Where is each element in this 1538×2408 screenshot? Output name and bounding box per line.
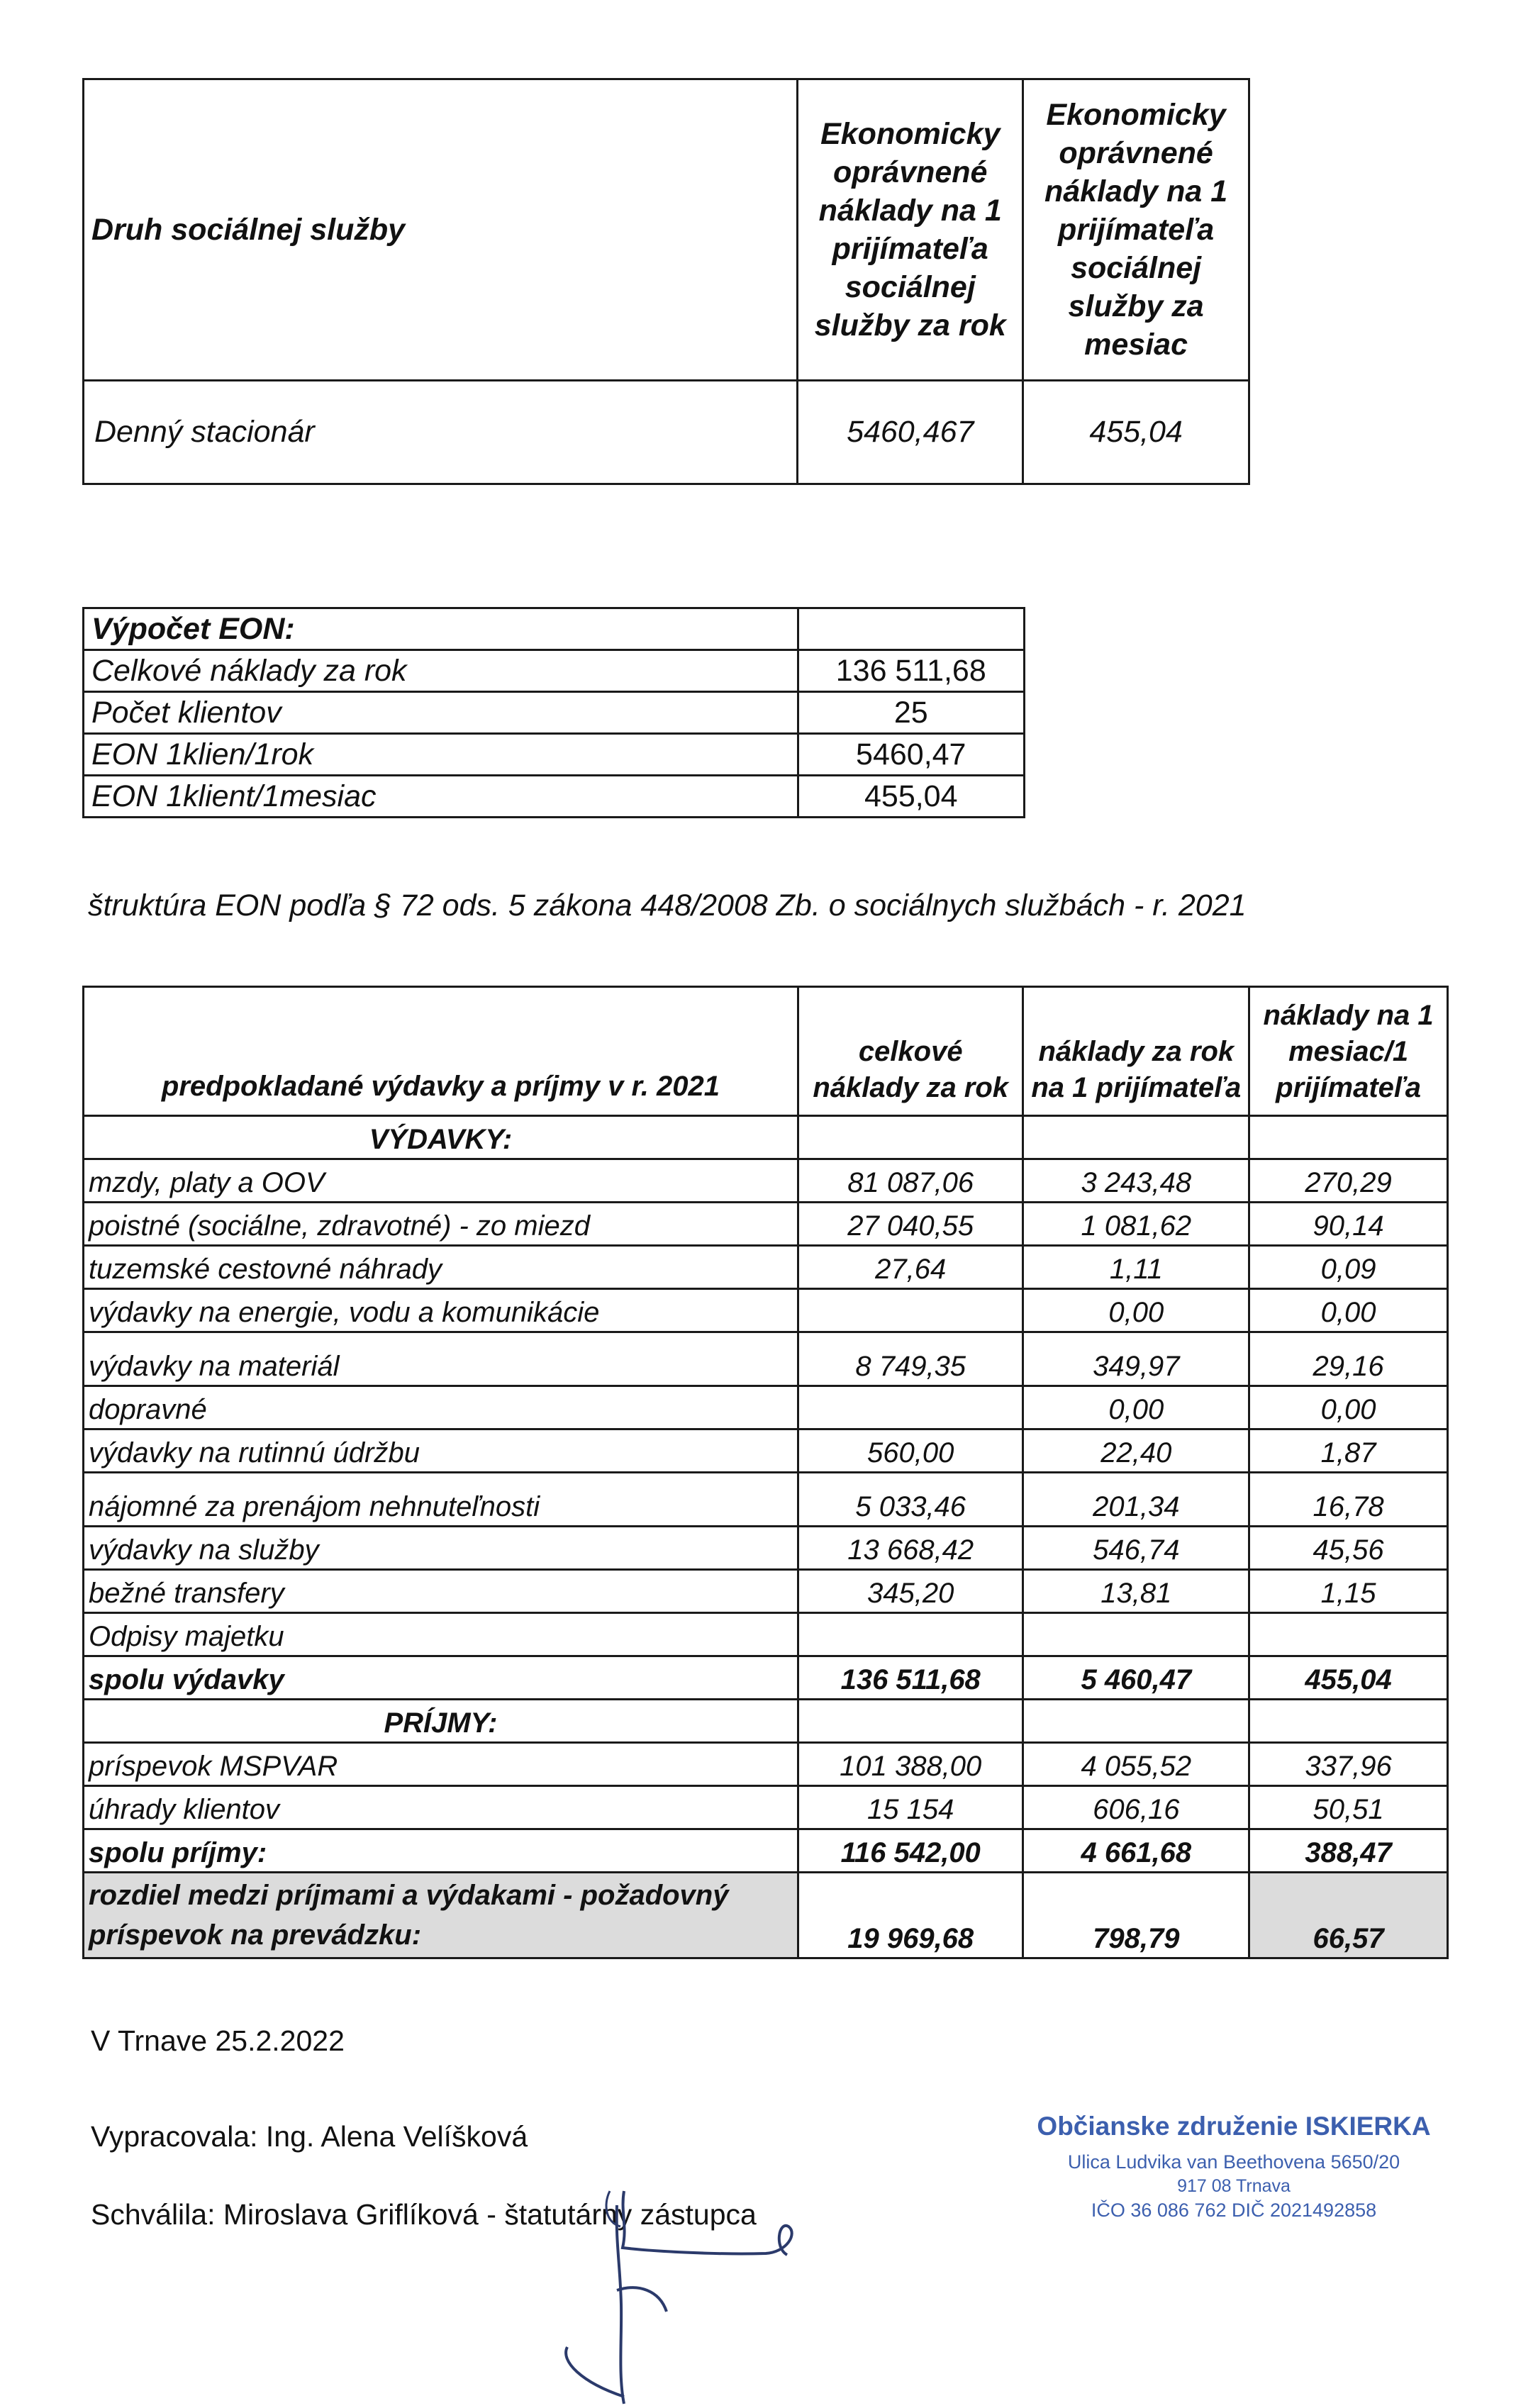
per-year-cell: 349,97 (1023, 1332, 1249, 1386)
table-row (84, 1613, 1448, 1656)
per-month-cell: 90,14 (1249, 1203, 1448, 1246)
per-year-cell: 4 661,68 (1023, 1829, 1249, 1873)
total-cell (798, 1289, 1023, 1332)
expense-label: tuzemské cestovné náhrady (84, 1246, 798, 1289)
table-header-row (84, 987, 1448, 1116)
per-month-cell: 337,96 (1249, 1743, 1448, 1786)
empty-cell (1249, 1700, 1448, 1743)
table-row (84, 776, 1025, 818)
cost-per-month-header: Ekonomicky oprávnené náklady na 1 prijímateľa sociálnej služby za mesiac (1023, 79, 1249, 381)
total-cell: 15 154 (798, 1786, 1023, 1829)
stamp-city: 917 08 Trnava (1177, 2176, 1291, 2196)
per-month-cell: 0,00 (1249, 1386, 1448, 1429)
per-year-cell: 13,81 (1023, 1570, 1249, 1613)
per-month-cell: 0,09 (1249, 1246, 1448, 1289)
per-year-cell: 4 055,52 (1023, 1743, 1249, 1786)
empty-cell (798, 1116, 1023, 1159)
table-row (84, 1786, 1448, 1829)
per-year-cell: 201,34 (1023, 1473, 1249, 1527)
per-month-cell: 66,57 (1249, 1873, 1448, 1958)
per-year-cell: 5 460,47 (1023, 1656, 1249, 1700)
table-row (84, 1289, 1448, 1332)
cost-per-year-cell: 5460,467 (798, 381, 1023, 484)
per-month-cell: 455,04 (1249, 1656, 1448, 1700)
eon-row-label: EON 1klien/1rok (84, 734, 798, 776)
per-year-cell: 798,79 (1023, 1873, 1249, 1958)
total-income-label: spolu príjmy: (84, 1829, 798, 1873)
expense-label: nájomné za prenájom nehnuteľnosti (84, 1473, 798, 1527)
table-row (84, 1386, 1448, 1429)
prepared-by: Vypracovala: Ing. Alena Velíšková (91, 2120, 528, 2153)
eon-title-row (84, 608, 1025, 650)
expense-label: bežné transfery (84, 1570, 798, 1613)
per-month-cell: 270,29 (1249, 1159, 1448, 1203)
expense-label: dopravné (84, 1386, 798, 1429)
section-title: VÝDAVKY: (84, 1116, 798, 1159)
service-type-header: Druh sociálnej služby (84, 79, 798, 381)
eon-row-value: 25 (798, 692, 1025, 734)
empty-cell (1023, 1116, 1249, 1159)
total-cell: 81 087,06 (798, 1159, 1023, 1203)
organization-stamp (1021, 2112, 1447, 2222)
per-month-cell: 50,51 (1249, 1786, 1448, 1829)
per-year-cell: 1 081,62 (1023, 1203, 1249, 1246)
table-row (84, 650, 1025, 692)
total-cell: 8 749,35 (798, 1332, 1023, 1386)
table-row (84, 1570, 1448, 1613)
total-cell: 13 668,42 (798, 1527, 1023, 1570)
total-cell: 116 542,00 (798, 1829, 1023, 1873)
empty-cell (1249, 1116, 1448, 1159)
per-month-cell: 29,16 (1249, 1332, 1448, 1386)
per-year-cell: 0,00 (1023, 1289, 1249, 1332)
table-header-row (84, 79, 1249, 381)
expense-label: mzdy, platy a OOV (84, 1159, 798, 1203)
total-cost-header: celkové náklady za rok (798, 987, 1023, 1116)
per-year-cell: 606,16 (1023, 1786, 1249, 1829)
total-cell: 560,00 (798, 1429, 1023, 1473)
per-year-cell: 22,40 (1023, 1429, 1249, 1473)
place-date: V Trnave 25.2.2022 (91, 2024, 345, 2057)
table-row (84, 1246, 1448, 1289)
table-row (84, 1429, 1448, 1473)
per-year-cell: 546,74 (1023, 1527, 1249, 1570)
per-month-cell: 0,00 (1249, 1289, 1448, 1332)
table-row (84, 1527, 1448, 1570)
table-row (84, 1473, 1448, 1527)
total-cell: 27 040,55 (798, 1203, 1023, 1246)
table-row (84, 1332, 1448, 1386)
table-row (84, 1159, 1448, 1203)
expense-label: Odpisy majetku (84, 1613, 798, 1656)
per-recipient-year-header: náklady za rok na 1 prijímateľa (1023, 987, 1249, 1116)
difference-row (84, 1873, 1448, 1958)
budget-table (82, 986, 1449, 1959)
section-row-expenses (84, 1116, 1448, 1159)
per-month-cell: 16,78 (1249, 1473, 1448, 1527)
income-label: úhrady klientov (84, 1786, 798, 1829)
total-cell: 5 033,46 (798, 1473, 1023, 1527)
stamp-street: Ulica Ludvika van Beethovena 5650/20 (1067, 2151, 1400, 2173)
eon-title: Výpočet EON: (84, 608, 798, 650)
expense-label: výdavky na rutinnú údržbu (84, 1429, 798, 1473)
service-type-cell: Denný stacionár (84, 381, 798, 484)
total-cell: 345,20 (798, 1570, 1023, 1613)
per-recipient-month-header: náklady na 1 mesiac/1 prijímateľa (1249, 987, 1448, 1116)
eon-calculation-table (82, 607, 1025, 818)
eon-row-value: 136 511,68 (798, 650, 1025, 692)
per-month-cell: 45,56 (1249, 1527, 1448, 1570)
expense-label: výdavky na materiál (84, 1332, 798, 1386)
eon-row-value: 5460,47 (798, 734, 1025, 776)
per-month-cell: 1,15 (1249, 1570, 1448, 1613)
empty-cell (798, 1700, 1023, 1743)
eon-row-value: 455,04 (798, 776, 1025, 818)
total-cell: 19 969,68 (798, 1873, 1023, 1958)
total-cell: 27,64 (798, 1246, 1023, 1289)
total-cell (798, 1386, 1023, 1429)
per-month-cell: 388,47 (1249, 1829, 1448, 1873)
signature-image (553, 2184, 851, 2408)
empty-cell (1023, 1700, 1249, 1743)
difference-label: rozdiel medzi príjmami a výdakami - požadovný príspevok na prevádzku: (84, 1873, 798, 1958)
per-year-cell: 1,11 (1023, 1246, 1249, 1289)
approved-by: Schválila: Miroslava Griflíková - štatutárny zástupca (91, 2198, 757, 2231)
total-income-row (84, 1829, 1448, 1873)
budget-item-header: predpokladané výdavky a príjmy v r. 2021 (84, 987, 798, 1116)
section-row-income (84, 1700, 1448, 1743)
total-cell: 136 511,68 (798, 1656, 1023, 1700)
total-expenses-label: spolu výdavky (84, 1656, 798, 1700)
table-row (84, 381, 1249, 484)
section-title: PRÍJMY: (84, 1700, 798, 1743)
table-row (84, 1203, 1448, 1246)
eon-row-label: Počet klientov (84, 692, 798, 734)
total-expenses-row (84, 1656, 1448, 1700)
per-year-cell: 3 243,48 (1023, 1159, 1249, 1203)
per-month-cell (1249, 1613, 1448, 1656)
eon-row-label: EON 1klient/1mesiac (84, 776, 798, 818)
table-row (84, 1743, 1448, 1786)
total-cell: 101 388,00 (798, 1743, 1023, 1786)
expense-label: výdavky na energie, vodu a komunikácie (84, 1289, 798, 1332)
empty-cell (798, 608, 1025, 650)
per-year-cell: 0,00 (1023, 1386, 1249, 1429)
total-cell (798, 1613, 1023, 1656)
service-cost-table (82, 78, 1250, 485)
cost-per-year-header: Ekonomicky oprávnené náklady na 1 prijímateľa sociálnej služby za rok (798, 79, 1023, 381)
table-row (84, 734, 1025, 776)
stamp-ids: IČO 36 086 762 DIČ 2021492858 (1091, 2200, 1377, 2221)
expense-label: poistné (sociálne, zdravotné) - zo miezd (84, 1203, 798, 1246)
eon-structure-caption: štruktúra EON podľa § 72 ods. 5 zákona 448/2008 Zb. o sociálnych službách - r. 2021 (88, 888, 1247, 922)
expense-label: výdavky na služby (84, 1527, 798, 1570)
stamp-name: Občianske združenie ISKIERKA (1037, 2112, 1431, 2141)
cost-per-month-cell: 455,04 (1023, 381, 1249, 484)
table-row (84, 692, 1025, 734)
eon-row-label: Celkové náklady za rok (84, 650, 798, 692)
per-month-cell: 1,87 (1249, 1429, 1448, 1473)
income-label: príspevok MSPVAR (84, 1743, 798, 1786)
per-year-cell (1023, 1613, 1249, 1656)
